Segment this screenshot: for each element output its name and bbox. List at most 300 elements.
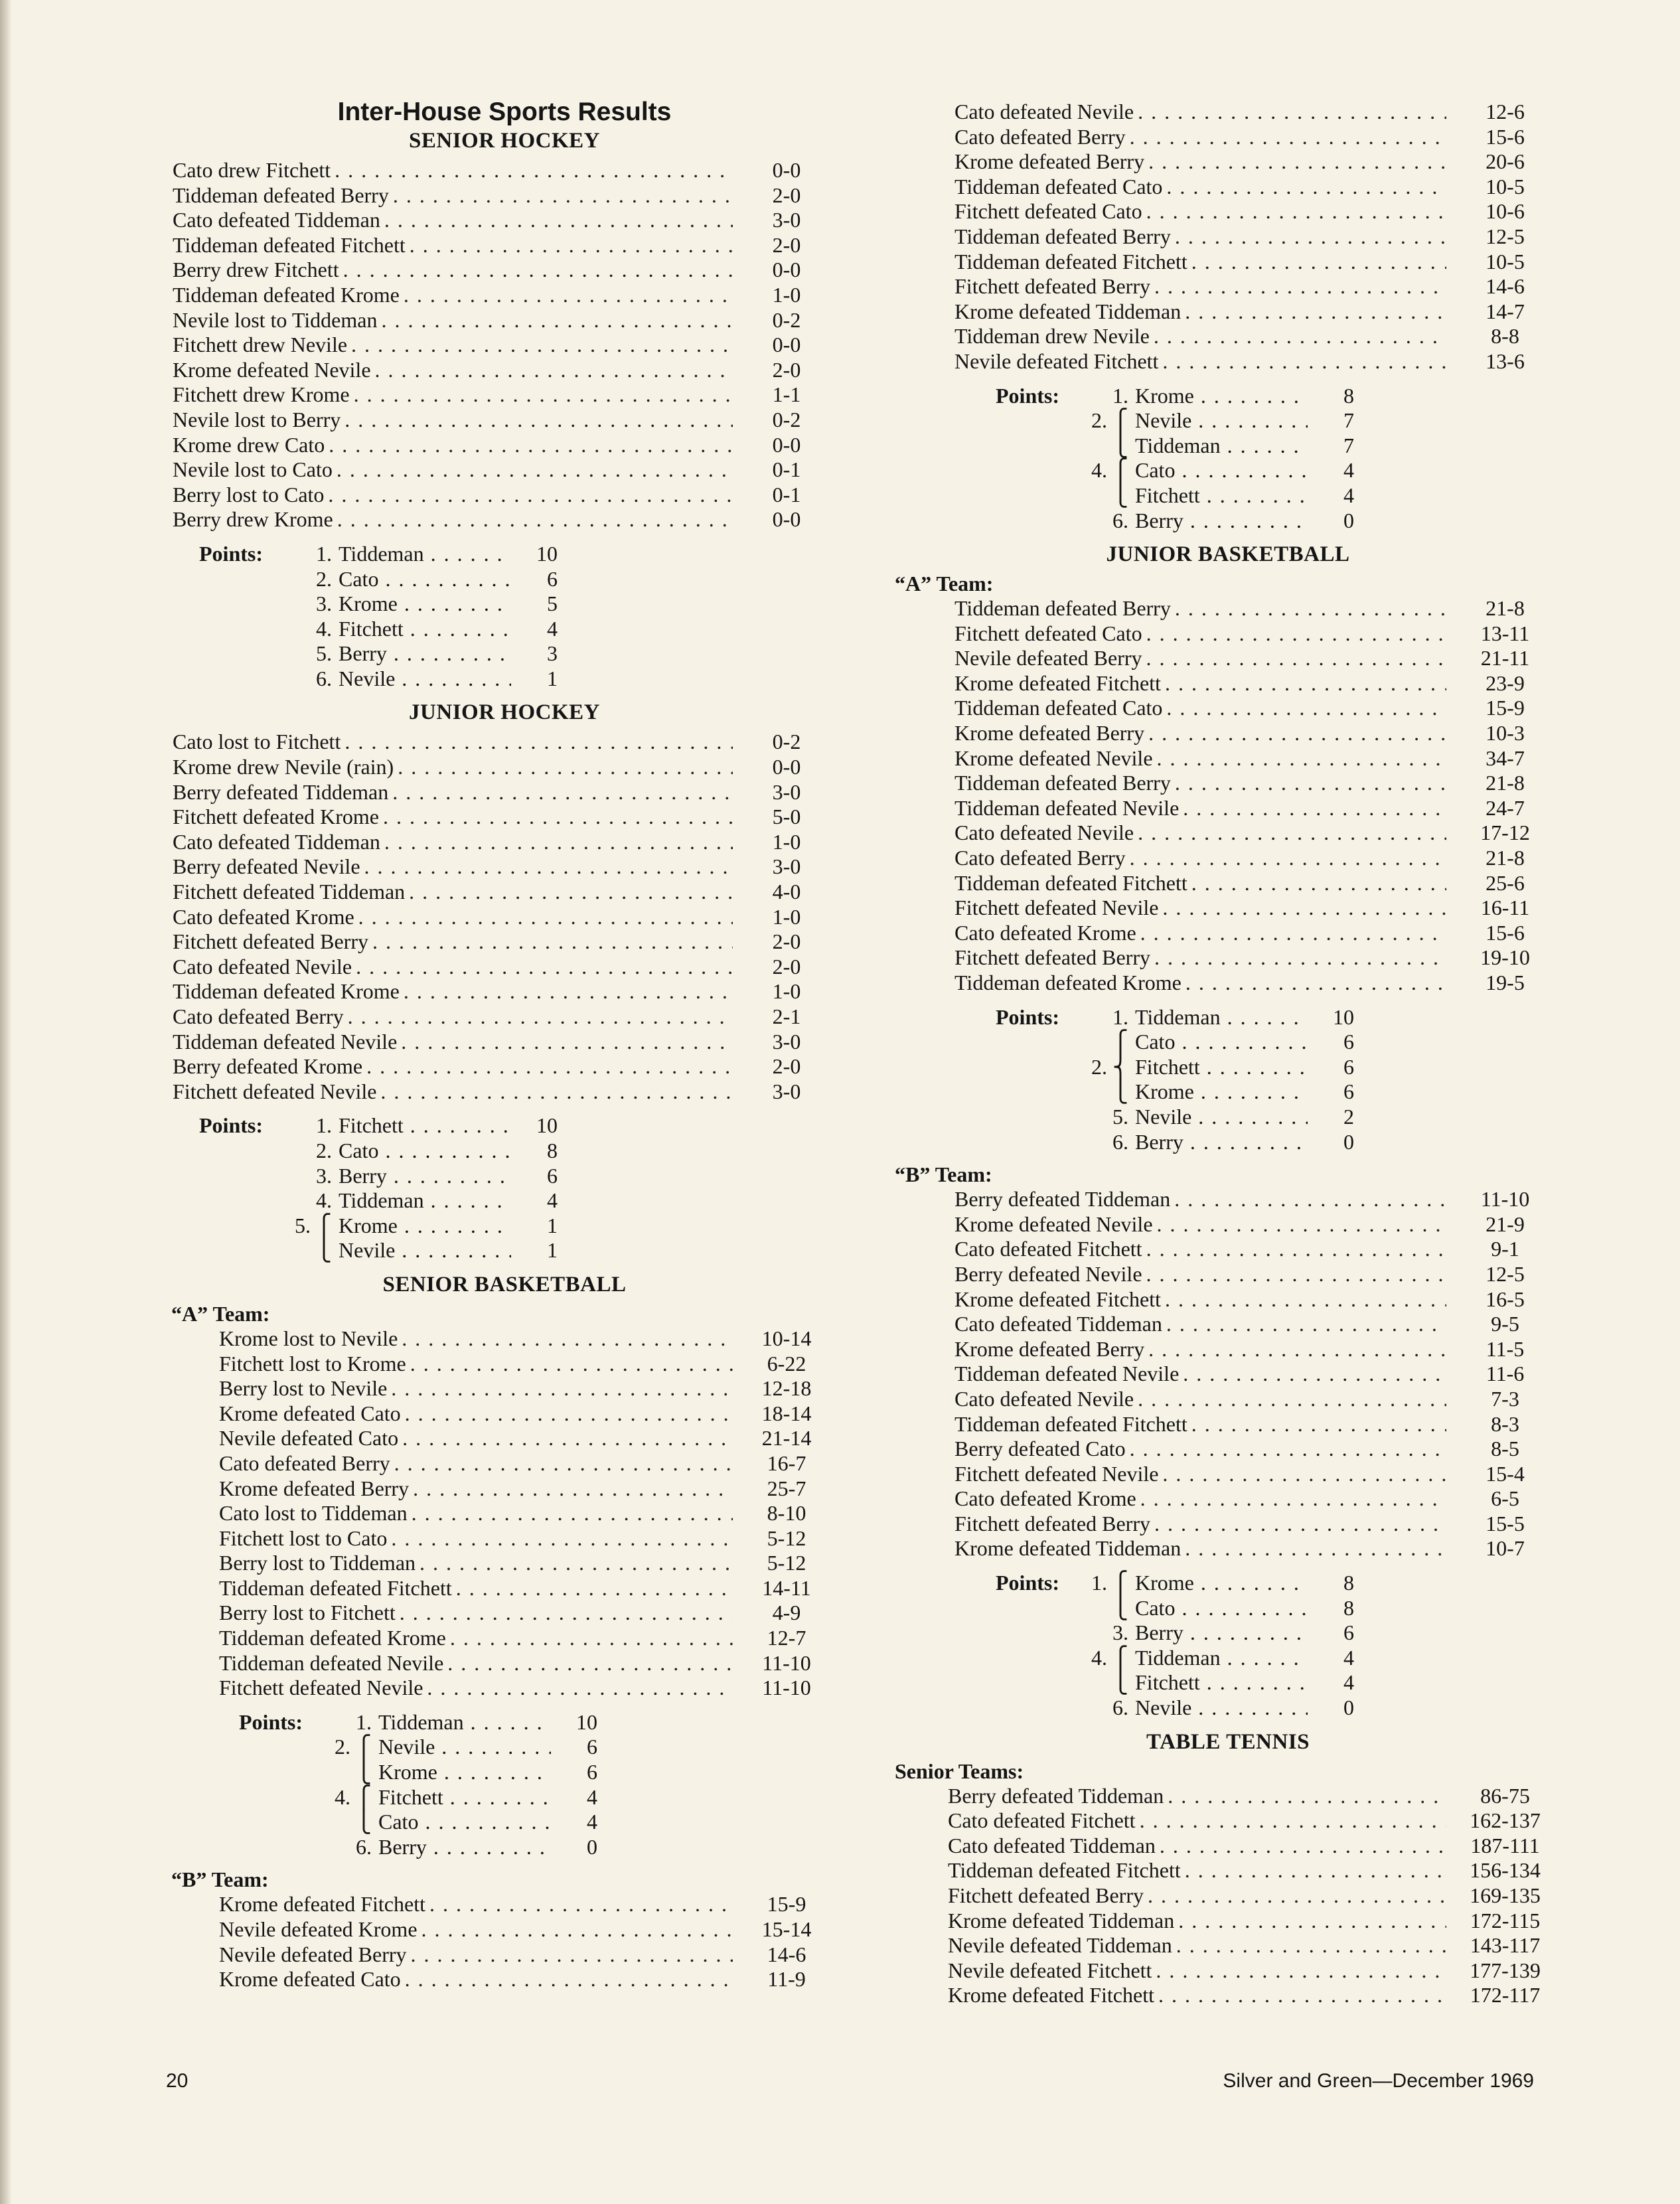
points-rank: ⎩ — [1112, 433, 1128, 457]
match-score: 6-5 — [1491, 1486, 1519, 1511]
result-row — [173, 929, 836, 955]
points-value: 10 — [536, 541, 558, 566]
points-label: Points: — [996, 1004, 1059, 1029]
dot-leader — [1166, 175, 1446, 200]
result-row — [955, 1512, 1560, 1537]
match-score: 10-14 — [761, 1326, 812, 1350]
points-house: Berry . . . — [1135, 509, 1308, 534]
points-house: Krome . . . — [1135, 384, 1308, 409]
result-row — [955, 250, 1560, 275]
match-score: 8-3 — [1491, 1411, 1519, 1436]
dot-leader — [1130, 846, 1446, 871]
match-text: Fitchett defeated Krome — [173, 805, 379, 829]
match-text: Berry defeated Tiddeman — [955, 1187, 1171, 1212]
match-text: Nevile defeated Cato — [219, 1426, 399, 1451]
dot-leader — [1157, 1212, 1446, 1237]
match-text: Berry drew Krome — [173, 507, 333, 532]
match-text: Krome defeated Tiddeman — [955, 1536, 1182, 1561]
result-row — [955, 1312, 1560, 1337]
section-title-senior-hockey: SENIOR HOCKEY — [409, 129, 600, 153]
match-text: Cato defeated Krome — [955, 920, 1136, 945]
points-label: Points: — [199, 1113, 263, 1138]
dot-leader — [1183, 796, 1446, 821]
match-text: Berry lost to Fitchett — [219, 1601, 396, 1625]
result-row — [948, 1808, 1560, 1834]
points-table — [173, 542, 836, 692]
result-row — [173, 358, 836, 383]
result-row — [955, 1462, 1560, 1487]
left-column — [173, 92, 836, 1992]
dot-leader — [391, 1526, 733, 1551]
points-rank: 2. — [316, 1138, 332, 1162]
dot-leader — [344, 730, 733, 755]
match-score: 0-1 — [772, 482, 801, 507]
points-label — [969, 433, 1087, 459]
match-text: Krome defeated Fitchett — [948, 1983, 1154, 2007]
dot-leader — [410, 1352, 733, 1377]
match-score: 21-8 — [1486, 771, 1525, 795]
result-row — [173, 183, 836, 208]
match-text: Tiddeman defeated Nevile — [955, 795, 1180, 820]
points-row — [896, 433, 1560, 459]
points-value: 3 — [547, 641, 558, 666]
result-row — [173, 333, 836, 358]
match-text: Nevile defeated Krome — [219, 1917, 418, 1941]
match-text: Krome defeated Berry — [955, 721, 1145, 746]
result-row — [219, 1476, 836, 1502]
match-score: 12-5 — [1486, 1261, 1525, 1286]
points-label — [969, 1030, 1087, 1055]
points-house: Berry . . . — [339, 1164, 511, 1189]
match-text: Fitchett drew Nevile — [173, 333, 348, 357]
dot-leader — [1160, 1834, 1446, 1859]
points-row — [896, 1571, 1560, 1596]
points-label — [173, 1238, 291, 1263]
points-label: Points: — [199, 541, 263, 566]
match-text: Cato lost to Tiddeman — [219, 1501, 408, 1526]
match-text: Nevile lost to Cato — [173, 457, 333, 482]
dot-leader — [348, 1004, 733, 1030]
dot-leader — [421, 1917, 733, 1942]
result-row — [955, 721, 1560, 746]
points-label — [212, 1785, 331, 1810]
points-rank: 3. — [1112, 1620, 1128, 1645]
match-score: 8-8 — [1491, 324, 1519, 349]
match-score: 11-9 — [767, 1967, 806, 1992]
results-list — [173, 1892, 836, 1992]
points-rank: 1. — [356, 1709, 372, 1734]
match-text: Fitchett defeated Berry — [955, 945, 1150, 970]
points-value: 4 — [587, 1810, 597, 1834]
match-text: Fitchett defeated Berry — [955, 274, 1150, 299]
match-text: Krome defeated Cato — [219, 1967, 401, 1992]
right-column — [896, 100, 1560, 2008]
match-score: 14-6 — [1486, 274, 1525, 299]
match-score: 3-0 — [772, 854, 801, 879]
dot-leader — [1185, 1858, 1446, 1883]
points-label — [173, 591, 291, 617]
dot-leader — [1162, 1462, 1446, 1487]
result-row — [955, 771, 1560, 796]
dot-leader — [383, 805, 733, 830]
match-text: Nevile lost to Tiddeman — [173, 307, 378, 332]
match-score: 16-7 — [767, 1451, 806, 1475]
result-row — [173, 233, 836, 258]
dot-leader — [1146, 646, 1446, 671]
results-list — [173, 158, 836, 532]
points-house: Nevile . . . — [1135, 408, 1308, 433]
points-value: 6 — [1343, 1079, 1354, 1104]
points-row — [173, 542, 836, 567]
points-value: 0 — [1343, 508, 1354, 532]
dot-leader — [1154, 274, 1446, 299]
match-text: Tiddeman defeated Fitchett — [955, 249, 1187, 274]
points-label — [969, 1055, 1087, 1080]
binding-edge — [0, 0, 12, 2204]
points-row — [173, 591, 836, 617]
match-score: 11-5 — [1486, 1336, 1525, 1361]
result-row — [173, 1030, 836, 1055]
points-table — [173, 1113, 836, 1263]
points-table — [896, 1005, 1560, 1155]
points-house: Fitchett . . . — [1135, 1670, 1308, 1695]
points-row — [173, 1113, 836, 1139]
dot-leader — [356, 955, 733, 980]
dot-leader — [343, 258, 733, 283]
match-score: 21-8 — [1486, 846, 1525, 870]
result-row — [173, 830, 836, 855]
match-score: 15-6 — [1486, 920, 1525, 945]
match-score: 177-139 — [1470, 1958, 1541, 1982]
points-rank: 2. ⎧ — [1091, 408, 1128, 433]
points-value: 4 — [1343, 483, 1354, 507]
match-text: Nevile defeated Tiddeman — [948, 1933, 1172, 1958]
result-row — [219, 1576, 836, 1601]
match-text: Tiddeman defeated Krome — [955, 971, 1182, 994]
page-number: 20 — [166, 2070, 189, 2092]
result-row — [955, 199, 1560, 224]
section-title-junior-basketball: JUNIOR BASKETBALL — [1106, 542, 1350, 567]
match-text: Tiddeman defeated Berry — [173, 183, 389, 207]
results-list — [173, 730, 836, 1104]
match-text: Cato defeated Tiddeman — [948, 1833, 1156, 1857]
result-row — [955, 1337, 1560, 1362]
dot-leader — [1130, 1437, 1446, 1462]
page-title: Inter-House Sports Results — [337, 98, 672, 126]
points-rank: 2. — [316, 566, 332, 591]
match-text: Tiddeman defeated Fitchett — [948, 1858, 1181, 1883]
match-score: 162-137 — [1470, 1808, 1541, 1833]
match-score: 156-134 — [1470, 1858, 1541, 1883]
dot-leader — [420, 1551, 733, 1576]
dot-leader — [393, 183, 733, 208]
points-label — [173, 667, 291, 692]
points-rank: 2. ⎨ — [1091, 1054, 1128, 1079]
match-score: 1-0 — [772, 829, 801, 854]
points-row — [173, 1785, 836, 1810]
points-value: 5 — [547, 591, 558, 616]
points-rank: 5. — [316, 641, 332, 666]
dot-leader — [429, 1892, 733, 1917]
points-rank: 6. — [1112, 1695, 1128, 1720]
points-row — [173, 617, 836, 642]
result-row — [955, 349, 1560, 374]
match-score: 16-11 — [1480, 896, 1530, 920]
dot-leader — [1165, 671, 1446, 696]
match-score: 20-6 — [1486, 149, 1525, 174]
points-rank: ⎩ — [316, 1238, 332, 1263]
result-row — [948, 1933, 1560, 1958]
points-rank: ⎩ — [1112, 1595, 1128, 1620]
dot-leader — [402, 1426, 733, 1451]
match-score: 21-11 — [1480, 646, 1530, 670]
points-row — [896, 384, 1560, 409]
section-title-table-tennis: TABLE TENNIS — [1146, 1729, 1310, 1754]
match-score: 25-6 — [1486, 870, 1525, 895]
points-row — [173, 641, 836, 667]
points-label — [969, 1620, 1087, 1646]
match-score: 86-75 — [1480, 1783, 1530, 1808]
results-list — [896, 100, 1560, 374]
points-label — [212, 1810, 331, 1835]
match-score: 10-5 — [1486, 249, 1525, 274]
points-rank: ⎩ — [1112, 483, 1128, 507]
points-rank: ⎩ — [356, 1760, 372, 1784]
points-house: Fitchett . . . — [339, 1113, 511, 1139]
match-score: 14-7 — [1486, 299, 1525, 323]
points-row — [896, 458, 1560, 483]
dot-leader — [391, 1376, 733, 1401]
match-score: 3-0 — [772, 208, 801, 232]
dot-leader — [1146, 199, 1446, 224]
dot-leader — [392, 780, 733, 805]
points-house: Cato . . . — [378, 1810, 551, 1835]
points-house: Tiddeman . . . — [339, 1188, 511, 1214]
match-text: Cato defeated Tiddeman — [173, 829, 380, 854]
match-score: 0-0 — [772, 258, 801, 282]
dot-leader — [344, 408, 733, 433]
match-text: Fitchett drew Krome — [173, 382, 350, 407]
match-score: 15-5 — [1486, 1511, 1525, 1535]
result-row — [955, 299, 1560, 325]
match-score: 5-0 — [772, 805, 801, 829]
points-value: 4 — [1343, 1645, 1354, 1670]
match-text: Krome defeated Fitchett — [955, 670, 1161, 695]
result-row — [173, 905, 836, 930]
results-list — [896, 1784, 1560, 2008]
dot-leader — [456, 1576, 733, 1601]
result-row — [948, 1834, 1560, 1859]
result-row — [173, 1004, 836, 1030]
dot-leader — [384, 830, 733, 855]
points-rank: 1. — [316, 1113, 332, 1138]
points-label — [212, 1735, 331, 1760]
dot-leader — [1130, 125, 1446, 150]
points-value: 6 — [587, 1760, 597, 1784]
match-score: 2-0 — [772, 929, 801, 954]
result-row — [955, 1287, 1560, 1312]
points-value: 7 — [1343, 408, 1354, 433]
match-score: 5-12 — [767, 1551, 806, 1575]
result-row — [955, 646, 1560, 671]
match-text: Fitchett defeated Tiddeman — [173, 880, 406, 904]
match-text: Berry defeated Nevile — [173, 854, 360, 879]
points-value: 4 — [547, 616, 558, 641]
publication-footer: Silver and Green—December 1969 — [1223, 2070, 1534, 2092]
match-score: 0-0 — [772, 755, 801, 779]
dot-leader — [398, 755, 733, 780]
result-row — [173, 1079, 836, 1105]
match-text: Cato defeated Krome — [955, 1486, 1136, 1511]
result-row — [955, 1536, 1560, 1561]
match-score: 10-5 — [1486, 174, 1525, 198]
match-text: Fitchett defeated Berry — [955, 1511, 1150, 1535]
points-house: Fitchett . . . — [339, 617, 511, 642]
match-text: Cato defeated Nevile — [955, 100, 1134, 123]
dot-leader — [364, 854, 733, 880]
match-score: 14-11 — [762, 1575, 811, 1600]
match-score: 0-0 — [772, 432, 801, 457]
match-text: Berry lost to Tiddeman — [219, 1551, 416, 1575]
dot-leader — [1191, 1412, 1446, 1437]
match-text: Krome defeated Fitchett — [955, 1287, 1161, 1311]
dot-leader — [1138, 821, 1446, 846]
result-row — [955, 1262, 1560, 1287]
match-text: Krome defeated Cato — [219, 1401, 401, 1425]
result-row — [948, 1784, 1560, 1809]
points-house: Krome . . . — [1135, 1079, 1308, 1105]
match-text: Tiddeman defeated Fitchett — [955, 870, 1187, 895]
points-value: 6 — [587, 1735, 597, 1759]
points-value: 6 — [547, 1163, 558, 1188]
match-score: 12-6 — [1486, 100, 1525, 123]
match-text: Cato defeated Tiddeman — [173, 208, 380, 232]
points-house: Nevile . . . — [1135, 1105, 1308, 1130]
result-row — [955, 671, 1560, 696]
result-row — [955, 821, 1560, 846]
points-row — [896, 1130, 1560, 1155]
match-score: 1-1 — [772, 382, 801, 407]
match-text: Cato defeated Berry — [173, 1004, 344, 1028]
points-label — [212, 1835, 331, 1860]
match-text: Berry lost to Cato — [173, 482, 325, 507]
dot-leader — [400, 1601, 733, 1626]
result-row — [219, 1967, 836, 1992]
points-label: Points: — [239, 1709, 303, 1734]
result-row — [948, 1883, 1560, 1909]
match-score: 21-8 — [1486, 596, 1525, 621]
dot-leader — [335, 158, 733, 183]
points-label: Points: — [996, 1571, 1059, 1595]
match-text: Berry defeated Nevile — [955, 1261, 1142, 1286]
match-score: 2-0 — [772, 1054, 801, 1079]
match-text: Cato lost to Fitchett — [173, 730, 341, 754]
result-row — [955, 175, 1560, 200]
dot-leader — [1185, 1536, 1446, 1561]
points-row — [173, 1164, 836, 1189]
dot-leader — [384, 208, 733, 233]
points-label — [969, 509, 1087, 534]
match-text: Tiddeman defeated Cato — [955, 174, 1163, 198]
result-row — [219, 1526, 836, 1551]
match-score: 0-2 — [772, 407, 801, 432]
match-text: Fitchett lost to Cato — [219, 1526, 388, 1550]
dot-leader — [1175, 596, 1446, 621]
points-house: Fitchett . . . — [1135, 483, 1308, 509]
match-score: 187-111 — [1470, 1833, 1540, 1857]
dot-leader — [1191, 250, 1446, 275]
points-label — [969, 1130, 1087, 1155]
match-score: 172-115 — [1470, 1908, 1541, 1932]
match-score: 12-7 — [767, 1626, 806, 1650]
match-score: 8-5 — [1491, 1437, 1519, 1461]
points-value: 8 — [547, 1138, 558, 1162]
points-house: Nevile . . . — [339, 667, 511, 692]
points-rank: ⎩ — [1112, 1670, 1128, 1695]
match-score: 19-10 — [1480, 945, 1530, 970]
results-list — [173, 1326, 836, 1701]
points-house: Nevile . . . — [339, 1238, 511, 1263]
points-house: Fitchett . . . — [378, 1785, 551, 1810]
result-row — [948, 1909, 1560, 1934]
result-row — [219, 1376, 836, 1401]
result-row — [173, 805, 836, 830]
match-text: Fitchett defeated Nevile — [955, 896, 1159, 920]
points-house: Berry . . . — [1135, 1620, 1308, 1646]
dot-leader — [405, 1401, 733, 1427]
match-score: 14-6 — [767, 1942, 806, 1966]
dot-leader — [358, 905, 733, 930]
match-score: 7-3 — [1491, 1386, 1519, 1411]
match-text: Cato defeated Berry — [955, 124, 1126, 149]
dot-leader — [1185, 299, 1446, 325]
team-label: “B” Team: — [895, 1162, 992, 1187]
points-house: Tiddeman . . . — [339, 542, 511, 567]
points-label — [969, 458, 1087, 483]
match-score: 19-5 — [1486, 971, 1525, 994]
dot-leader — [1140, 921, 1446, 946]
points-house: Nevile . . . — [378, 1735, 551, 1760]
match-score: 1-0 — [772, 282, 801, 307]
match-text: Cato defeated Fitchett — [948, 1808, 1136, 1833]
result-row — [173, 408, 836, 433]
points-label — [173, 1214, 291, 1239]
match-text: Tiddeman defeated Nevile — [955, 1362, 1180, 1386]
points-rank: 2. ⎧ — [335, 1735, 372, 1759]
result-row — [173, 755, 836, 780]
dot-leader — [1156, 1958, 1446, 1984]
match-score: 0-1 — [772, 457, 801, 482]
result-row — [955, 971, 1560, 996]
result-row — [219, 1626, 836, 1651]
points-value: 4 — [547, 1188, 558, 1213]
dot-leader — [402, 1326, 733, 1352]
dot-leader — [1140, 1486, 1446, 1512]
dot-leader — [1178, 1909, 1446, 1934]
points-value: 8 — [1343, 1571, 1354, 1595]
points-row — [173, 1238, 836, 1263]
points-table — [896, 384, 1560, 534]
dot-leader — [394, 1451, 733, 1476]
dot-leader — [1138, 100, 1446, 125]
points-rank: 3. — [316, 591, 332, 616]
points-row — [173, 1139, 836, 1164]
match-score: 18-14 — [761, 1401, 812, 1425]
result-row — [955, 1237, 1560, 1262]
result-row — [219, 1942, 836, 1968]
result-row — [948, 1983, 1560, 2008]
result-row — [219, 1501, 836, 1526]
